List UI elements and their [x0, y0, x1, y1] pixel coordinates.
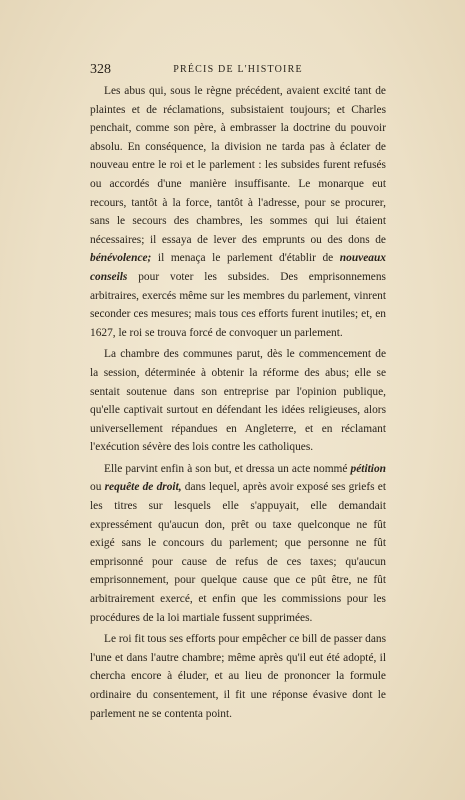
text-run: Les abus qui, sous le règne précédent, avaient excité tant de plaintes et de réclamations, subsistaient toujours; et Charles penchait, comme son père, à embrasser la doctrine du pouvoir absolu. En conséquence, la division ne tarda pas à éclater de nouveau entre le roi et le parlement : les subsides furent refusés ou accordés d'une manière insuffisante. Le monarque eut recours, tantôt à la force, tantôt à l'adresse, pour se procurer, sans le secours des chambres, les sommes qui lui étaient nécessaires; il essaya de lever des emprunts ou des dons de [90, 85, 386, 246]
body-text [90, 82, 386, 726]
text-run: ou [90, 481, 105, 494]
text-run: Le roi fit tous ses efforts pour empêcher ce bill de passer dans l'une et dans l'autre chambre; même après qu'il eut été adopté, il chercha encore à éluder, et au lieu de prononcer la formule ordinaire du consentement, il fit une réponse évasive dont le parlement ne se contenta point. [90, 633, 386, 720]
italic-term-nouveaux-conseils: nouveaux conseils [90, 252, 386, 283]
italic-term-benevolence: bénévolence; [90, 252, 152, 265]
text-run: La chambre des communes parut, dès le commencement de la session, déterminée à obtenir la réforme des abus; elle se sentait soutenue dans son entreprise par l'opinion publique, qu'elle captivait surtout en défendant les idées religieuses, alors universellement répandues en Angleterre, et en réclamant l'exécution sévère des lois contre les catholiques. [90, 348, 386, 454]
page-number: 328 [90, 62, 111, 77]
text-run: Elle parvint enfin à son but, et dressa un acte nommé [104, 462, 351, 475]
running-title: PRÉCIS DE L'HISTOIRE [173, 64, 303, 75]
text-run: il menaça le parlement d'établir de [151, 252, 340, 265]
italic-term-requete-de-droit: requête de droit, [104, 481, 182, 494]
paragraph-1 [90, 82, 386, 342]
paragraph-3 [90, 460, 386, 627]
paragraph-4 [90, 630, 386, 723]
text-run: pour voter les subsides. Des emprisonnemens arbitraires, exercés même sur les membres du parlement, vinrent seconder ces mesures; mais tous ces efforts furent inutiles; et, en 1627, le roi se trouva forcé de convoquer un parlement. [90, 270, 386, 339]
page-header [90, 62, 386, 80]
paragraph-2 [90, 345, 386, 457]
text-run: dans lequel, après avoir exposé ses griefs et les titres sur lesquels elle s'appuyait, elle demandait expressément qu'aucun don, prêt ou taxe quelconque ne fût exigé sans le concours du parlement; que personne ne fût emprisonné pour cause de refus de ces taxes; qu'aucun emprisonnement, pour quelque cause que ce pût être, ne fût arbitrairement exercé, et enfin que les commissions pour les procédures de la loi martiale fussent supprimées. [90, 481, 386, 624]
italic-term-petition: pétition [350, 462, 386, 475]
